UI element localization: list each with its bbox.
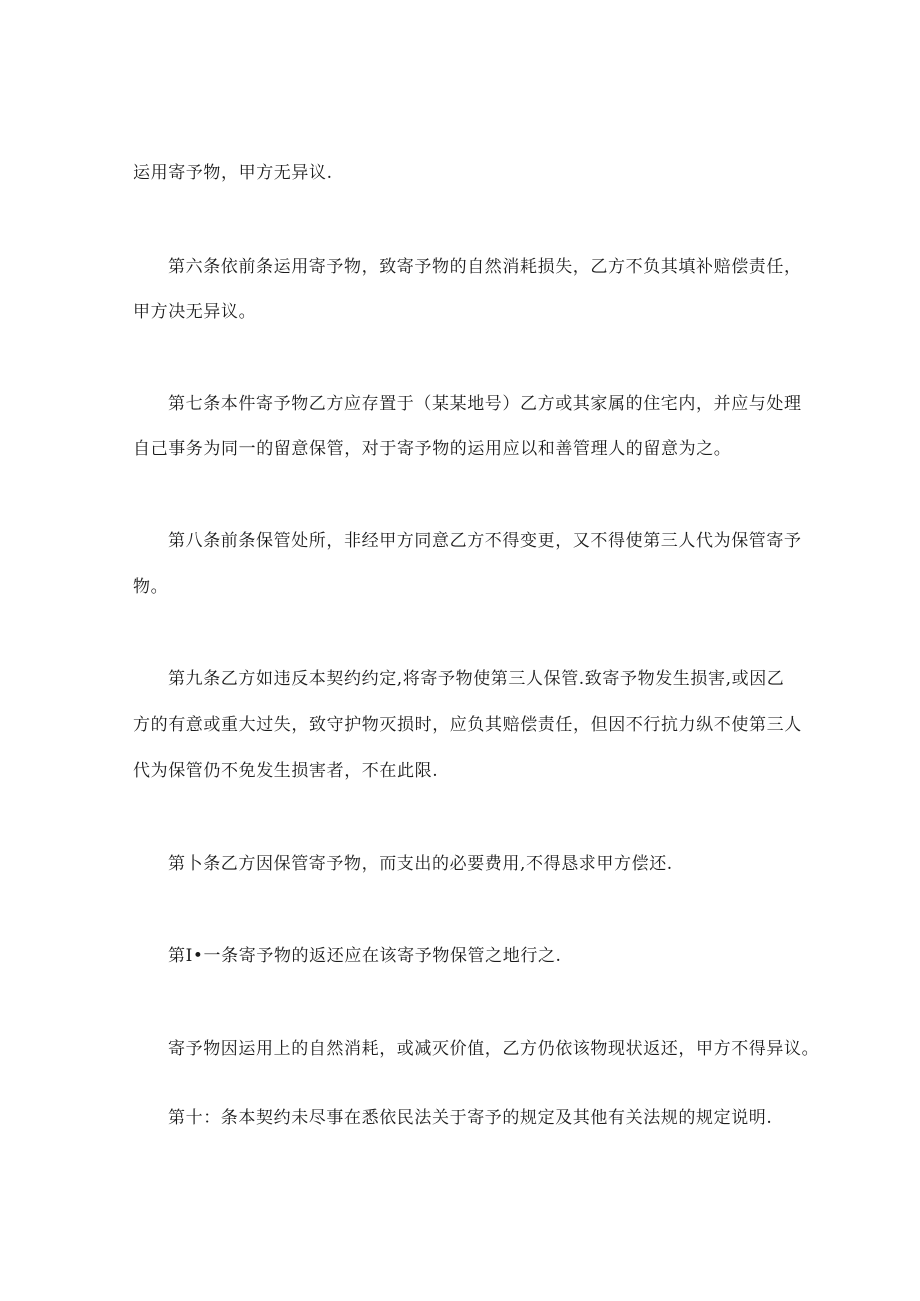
article-10-line: 第卜条乙方因保管寄予物，而支出的必要费用,不得恳求甲方偿还.	[168, 854, 673, 874]
article-9-line-2: 方的有意或重大过失，致守护物灭损时，应负其赔偿责任，但因不行抗力纵不使第三人	[133, 715, 802, 735]
article-7-line-2: 自己事务为同一的留意保管，对于寄予物的运用应以和善管理人的留意为之。	[133, 439, 732, 459]
article-12-line: 第十：条本契约未尽事在悉依民法关于寄予的规定及其他有关法规的规定说明.	[168, 1108, 773, 1128]
article-8-line-2: 物。	[133, 577, 169, 597]
article-11-paragraph-2: 寄予物因运用上的自然消耗，或减灭价值，乙方仍依该物现状返还，甲方不得异议。	[168, 1039, 820, 1059]
article-6-line-2: 甲方决无异议。	[133, 302, 257, 322]
article-11-line: 第Ⅰ•一条寄予物的返还应在该寄予物保管之地行之.	[168, 946, 562, 966]
article-8-line-1: 第八条前条保管处所，非经甲方同意乙方不得变更，又不得使第三人代为保管寄予	[168, 531, 802, 551]
article-9-line-1: 第九条乙方如违反本契约约定,将寄予物使第三人保管.致寄予物发生损害,或因乙	[168, 669, 785, 689]
article-9-line-3: 代为保管仍不免发生损害者，不在此限.	[133, 761, 439, 781]
text-line: 运用寄予物，甲方无异议.	[133, 163, 333, 183]
article-7-line-1: 第七条本件寄予物乙方应存置于（某某地号）乙方或其家属的住宅内，并应与处理	[168, 394, 802, 414]
article-6-line-1: 第六条依前条运用寄予物，致寄予物的自然消耗损失，乙方不负其填补赔偿责任，	[168, 257, 802, 277]
